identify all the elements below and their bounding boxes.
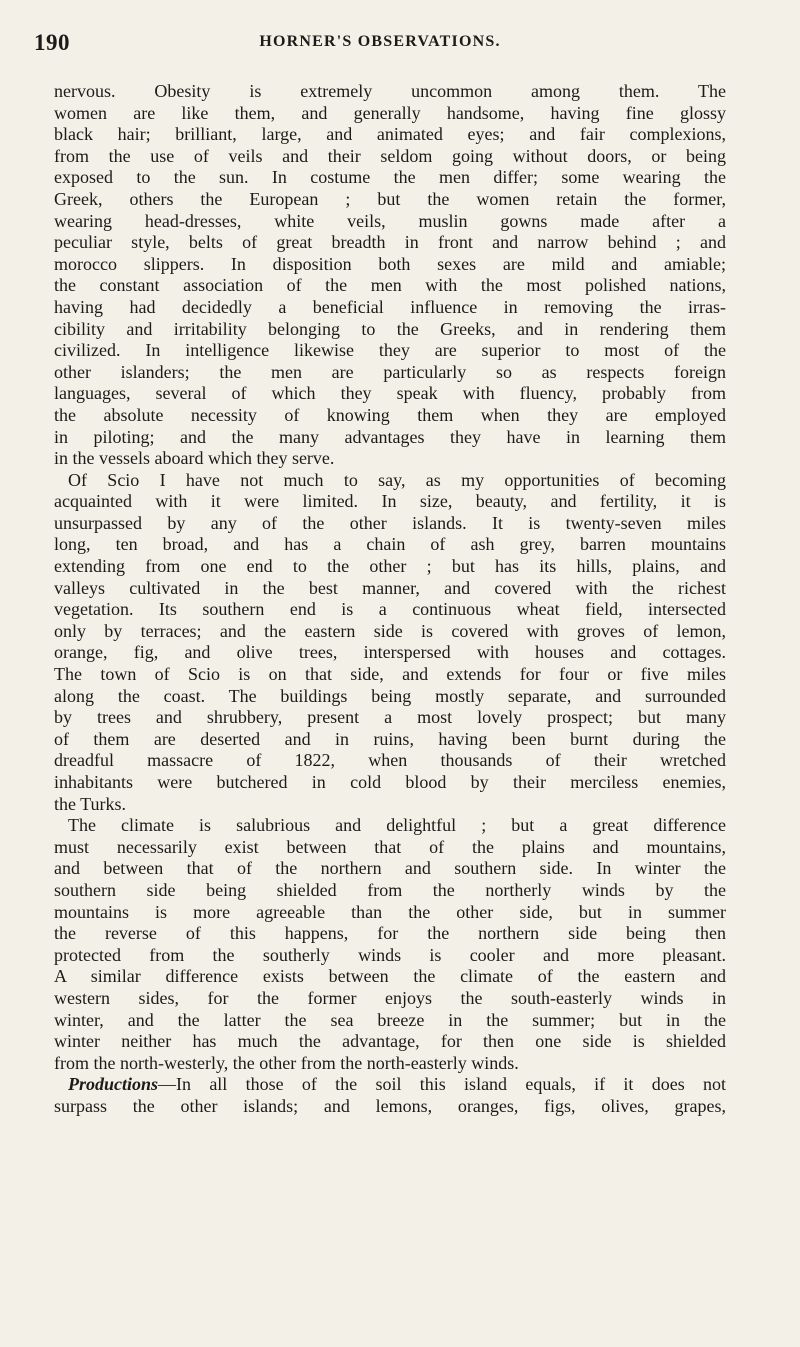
text-line: dreadful massacre of 1822, when thousands of their wretched (54, 750, 726, 771)
text-line: other islanders; the men are particularly so as respects foreign (54, 361, 726, 382)
text-line: western sides, for the former enjoys the south-easterly winds in (54, 987, 726, 1008)
text-line: nervous. Obesity is extremely uncommon among them. The (54, 81, 726, 101)
page-number: 190 (34, 30, 70, 55)
text-line: in piloting; and the many advantages they have in learning them (54, 426, 726, 447)
text-line: acquainted with it were limited. In size, beauty, and fertility, it is (54, 491, 726, 512)
text-line: civilized. In intelligence likewise they are superior to most of the (54, 340, 726, 361)
text-line: only by terraces; and the eastern side is covered with groves of lemon, (54, 620, 726, 641)
text-line: The town of Scio is on that side, and extends for four or five miles (54, 664, 726, 685)
text-line: exposed to the sun. In costume the men differ; some wearing the (54, 167, 726, 188)
text-line: mountains is more agreeable than the other side, but in summer (54, 901, 726, 922)
text-line: of them are deserted and in ruins, having been burnt during the (54, 728, 726, 749)
text-line: southern side being shielded from the northerly winds by the (54, 879, 726, 900)
text-line: unsurpassed by any of the other islands. It is twenty-seven miles (54, 512, 726, 533)
text-line: from the north-westerly, the other from the north-easterly winds. (54, 1052, 519, 1073)
text-line: orange, fig, and olive trees, interspersed with houses and cottages. (54, 642, 726, 663)
productions-heading: Productions (68, 1074, 159, 1095)
text-line: the constant association of the men with the most polished nations, (54, 275, 726, 296)
text-line: The climate is salubrious and delightful ; but a great difference (68, 815, 726, 836)
text-line: winter neither has much the advantage, for then one side is shielded (54, 1031, 726, 1052)
text-line: morocco slippers. In disposition both sexes are mild and amiable; (54, 253, 726, 274)
text-line: long, ten broad, and has a chain of ash grey, barren mountains (54, 534, 726, 555)
text-line: surpass the other islands; and lemons, oranges, figs, olives, grapes, (54, 1095, 726, 1116)
text-line: protected from the southerly winds is cooler and more pleasant. (54, 944, 726, 965)
page-header (34, 30, 726, 60)
text-line: cibility and irritability belonging to the Greeks, and in rendering them (54, 318, 726, 339)
text-line: women are like them, and generally handsome, having fine glossy (54, 102, 726, 123)
text-line: peculiar style, belts of great breadth in front and narrow behind ; and (54, 232, 726, 253)
text-line: in the vessels aboard which they serve. (54, 448, 335, 469)
text-line: along the coast. The buildings being mostly separate, and surrounded (54, 685, 726, 706)
text-line: black hair; brilliant, large, and animated eyes; and fair complexions, (54, 124, 726, 145)
text-line: by trees and shrubbery, present a most lovely prospect; but many (54, 707, 726, 728)
text-line: from the use of veils and their seldom going without doors, or being (54, 145, 726, 166)
text-line: valleys cultivated in the best manner, and covered with the richest (54, 577, 726, 598)
text-line: Greek, others the European ; but the women retain the former, (54, 188, 726, 209)
productions-line (54, 1074, 726, 1096)
text-line: languages, several of which they speak with fluency, probably from (54, 383, 726, 404)
text-line: and between that of the northern and southern side. In winter the (54, 858, 726, 879)
productions-text: —In all those of the soil this island equals, if it does not (158, 1074, 726, 1095)
text-line: the Turks. (54, 793, 127, 814)
body-text (54, 81, 726, 1118)
text-line: the absolute necessity of knowing them when they are employed (54, 404, 726, 425)
text-line: the reverse of this happens, for the northern side being then (54, 923, 726, 944)
text-line: inhabitants were butchered in cold blood by their merciless enemies, (54, 772, 726, 792)
running-title: HORNER'S OBSERVATIONS. (259, 33, 501, 50)
text-line: having had decidedly a beneficial influence in removing the irras- (54, 296, 726, 317)
text-line: wearing head-dresses, white veils, muslin gowns made after a (54, 210, 726, 231)
text-line: extending from one end to the other ; but has its hills, plains, and (54, 556, 726, 577)
text-line: winter, and the latter the sea breeze in the summer; but in the (54, 1009, 726, 1030)
text-line: vegetation. Its southern end is a continuous wheat field, intersected (54, 599, 726, 620)
text-line: A similar difference exists between the climate of the eastern and (54, 966, 726, 987)
text-line: must necessarily exist between that of the plains and mountains, (54, 836, 726, 857)
text-line: Of Scio I have not much to say, as my opportunities of becoming (68, 469, 726, 490)
